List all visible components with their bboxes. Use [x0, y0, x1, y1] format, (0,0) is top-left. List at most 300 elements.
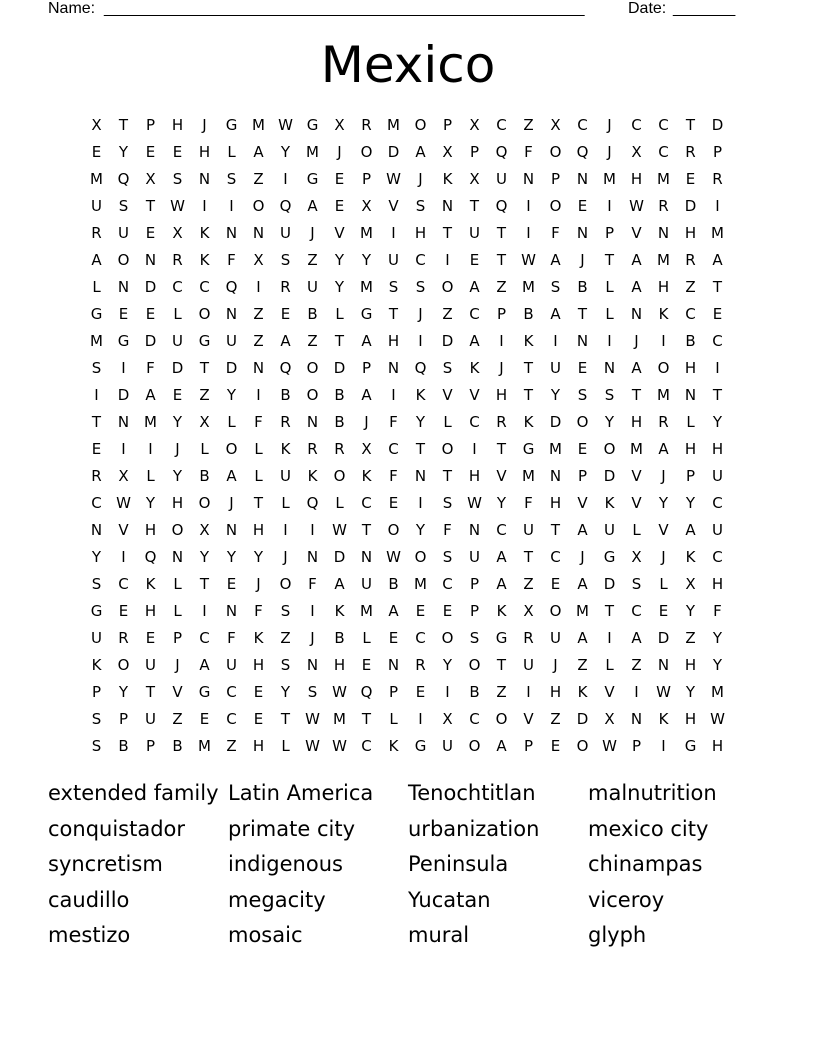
grid-letter[interactable]: W: [386, 548, 401, 566]
grid-letter[interactable]: J: [175, 440, 180, 458]
grid-letter[interactable]: J: [499, 359, 504, 377]
grid-letter[interactable]: L: [281, 737, 290, 755]
grid-letter[interactable]: C: [712, 494, 723, 512]
grid-letter[interactable]: U: [442, 737, 453, 755]
grid-letter[interactable]: I: [418, 710, 423, 728]
grid-letter[interactable]: E: [415, 602, 426, 620]
grid-letter[interactable]: G: [360, 305, 373, 323]
grid-letter[interactable]: M: [657, 251, 670, 269]
grid-letter[interactable]: R: [685, 251, 696, 269]
grid-letter[interactable]: I: [256, 278, 261, 296]
grid-letter[interactable]: S: [91, 359, 102, 377]
grid-letter[interactable]: V: [631, 224, 642, 242]
grid-letter[interactable]: J: [310, 224, 315, 242]
grid-letter[interactable]: H: [198, 143, 211, 161]
grid-letter[interactable]: F: [146, 359, 155, 377]
name-field-line[interactable]: ______________________________________________________: [104, 0, 585, 17]
grid-letter[interactable]: K: [658, 305, 669, 323]
grid-letter[interactable]: J: [310, 629, 315, 647]
grid-letter[interactable]: D: [684, 197, 697, 215]
grid-letter[interactable]: Z: [496, 683, 507, 701]
grid-letter[interactable]: K: [469, 359, 480, 377]
grid-letter[interactable]: H: [144, 602, 157, 620]
grid-letter[interactable]: Z: [280, 629, 291, 647]
grid-letter[interactable]: M: [630, 440, 643, 458]
grid-letter[interactable]: C: [658, 116, 669, 134]
grid-letter[interactable]: G: [90, 602, 103, 620]
grid-letter[interactable]: L: [227, 413, 236, 431]
grid-letter[interactable]: I: [94, 386, 99, 404]
grid-letter[interactable]: B: [469, 683, 480, 701]
grid-letter[interactable]: K: [91, 656, 102, 674]
grid-letter[interactable]: D: [603, 575, 616, 593]
grid-letter[interactable]: K: [334, 602, 345, 620]
grid-letter[interactable]: T: [145, 683, 156, 701]
grid-letter[interactable]: E: [685, 170, 696, 188]
grid-letter[interactable]: N: [630, 710, 643, 728]
grid-letter[interactable]: U: [91, 197, 102, 215]
grid-letter[interactable]: Q: [495, 197, 508, 215]
grid-letter[interactable]: J: [607, 116, 612, 134]
grid-letter[interactable]: M: [90, 332, 103, 350]
grid-letter[interactable]: J: [202, 116, 207, 134]
grid-letter[interactable]: S: [631, 575, 642, 593]
grid-letter[interactable]: C: [469, 413, 480, 431]
grid-letter[interactable]: M: [360, 602, 373, 620]
grid-letter[interactable]: T: [145, 197, 156, 215]
grid-letter[interactable]: T: [523, 386, 534, 404]
grid-letter[interactable]: N: [657, 224, 670, 242]
grid-letter[interactable]: N: [387, 359, 400, 377]
grid-letter[interactable]: S: [442, 359, 453, 377]
grid-letter[interactable]: E: [145, 224, 156, 242]
grid-letter[interactable]: J: [418, 305, 423, 323]
grid-letter[interactable]: I: [526, 197, 531, 215]
grid-letter[interactable]: M: [549, 440, 562, 458]
grid-letter[interactable]: Y: [361, 251, 372, 269]
grid-letter[interactable]: E: [253, 710, 264, 728]
grid-letter[interactable]: F: [524, 143, 533, 161]
grid-letter[interactable]: S: [91, 575, 102, 593]
grid-letter[interactable]: P: [361, 359, 372, 377]
grid-letter[interactable]: G: [603, 548, 616, 566]
grid-letter[interactable]: R: [415, 656, 426, 674]
grid-letter[interactable]: P: [523, 737, 534, 755]
grid-letter[interactable]: W: [467, 494, 482, 512]
grid-letter[interactable]: L: [254, 440, 263, 458]
grid-letter[interactable]: Y: [415, 521, 426, 539]
grid-letter[interactable]: J: [364, 413, 369, 431]
grid-letter[interactable]: L: [281, 494, 290, 512]
grid-letter[interactable]: Z: [442, 305, 453, 323]
grid-letter[interactable]: E: [388, 494, 399, 512]
grid-letter[interactable]: Z: [496, 278, 507, 296]
grid-letter[interactable]: R: [361, 116, 372, 134]
grid-letter[interactable]: K: [415, 386, 426, 404]
grid-letter[interactable]: T: [91, 413, 102, 431]
grid-letter[interactable]: L: [659, 575, 668, 593]
grid-letter[interactable]: P: [604, 224, 615, 242]
grid-letter[interactable]: L: [605, 278, 614, 296]
grid-letter[interactable]: Z: [685, 278, 696, 296]
grid-letter[interactable]: X: [631, 548, 642, 566]
grid-letter[interactable]: Y: [685, 602, 696, 620]
grid-letter[interactable]: U: [523, 521, 534, 539]
grid-letter[interactable]: P: [469, 143, 480, 161]
grid-letter[interactable]: N: [522, 170, 535, 188]
grid-letter[interactable]: E: [199, 710, 210, 728]
grid-letter[interactable]: I: [634, 683, 639, 701]
grid-letter[interactable]: F: [227, 251, 236, 269]
grid-letter[interactable]: S: [118, 197, 129, 215]
grid-letter[interactable]: N: [306, 548, 319, 566]
grid-letter[interactable]: M: [90, 170, 103, 188]
grid-letter[interactable]: K: [658, 710, 669, 728]
grid-letter[interactable]: D: [657, 629, 670, 647]
grid-letter[interactable]: F: [389, 467, 398, 485]
grid-letter[interactable]: U: [226, 656, 237, 674]
grid-letter[interactable]: Y: [280, 683, 291, 701]
grid-letter[interactable]: L: [335, 305, 344, 323]
grid-letter[interactable]: C: [550, 548, 561, 566]
grid-letter[interactable]: D: [171, 359, 184, 377]
grid-letter[interactable]: B: [577, 278, 588, 296]
grid-letter[interactable]: W: [305, 737, 320, 755]
grid-letter[interactable]: A: [631, 629, 642, 647]
grid-letter[interactable]: T: [469, 197, 480, 215]
grid-letter[interactable]: O: [171, 521, 184, 539]
grid-letter[interactable]: T: [496, 224, 507, 242]
grid-letter[interactable]: Z: [253, 332, 264, 350]
grid-letter[interactable]: A: [712, 251, 723, 269]
grid-letter[interactable]: I: [607, 332, 612, 350]
grid-letter[interactable]: X: [685, 575, 696, 593]
grid-letter[interactable]: L: [200, 440, 209, 458]
grid-letter[interactable]: B: [307, 305, 318, 323]
grid-letter[interactable]: U: [280, 224, 291, 242]
grid-letter[interactable]: E: [145, 629, 156, 647]
grid-letter[interactable]: H: [252, 656, 265, 674]
grid-letter[interactable]: C: [361, 494, 372, 512]
grid-letter[interactable]: P: [469, 602, 480, 620]
grid-letter[interactable]: S: [91, 737, 102, 755]
grid-letter[interactable]: K: [199, 224, 210, 242]
grid-letter[interactable]: Q: [144, 548, 157, 566]
grid-letter[interactable]: N: [306, 413, 319, 431]
grid-letter[interactable]: H: [630, 170, 643, 188]
grid-letter[interactable]: O: [225, 440, 238, 458]
grid-letter[interactable]: S: [442, 494, 453, 512]
grid-letter[interactable]: A: [469, 332, 480, 350]
grid-letter[interactable]: S: [172, 170, 183, 188]
grid-letter[interactable]: N: [117, 278, 130, 296]
grid-letter[interactable]: L: [389, 710, 398, 728]
grid-letter[interactable]: U: [712, 467, 723, 485]
grid-letter[interactable]: A: [577, 575, 588, 593]
grid-letter[interactable]: F: [524, 494, 533, 512]
grid-letter[interactable]: P: [145, 737, 156, 755]
grid-letter[interactable]: U: [145, 710, 156, 728]
grid-letter[interactable]: C: [361, 737, 372, 755]
grid-letter[interactable]: K: [388, 737, 399, 755]
grid-letter[interactable]: M: [333, 710, 346, 728]
grid-letter[interactable]: H: [252, 521, 265, 539]
grid-letter[interactable]: I: [445, 251, 450, 269]
grid-letter[interactable]: Y: [685, 683, 696, 701]
grid-letter[interactable]: T: [442, 467, 453, 485]
grid-letter[interactable]: C: [658, 143, 669, 161]
grid-letter[interactable]: U: [226, 332, 237, 350]
grid-letter[interactable]: L: [362, 629, 371, 647]
grid-letter[interactable]: P: [550, 170, 561, 188]
grid-letter[interactable]: F: [254, 602, 263, 620]
grid-letter[interactable]: T: [496, 251, 507, 269]
grid-letter[interactable]: E: [118, 602, 129, 620]
grid-letter[interactable]: U: [712, 521, 723, 539]
grid-letter[interactable]: J: [175, 656, 180, 674]
grid-letter[interactable]: Z: [307, 332, 318, 350]
grid-letter[interactable]: M: [657, 386, 670, 404]
grid-letter[interactable]: Q: [306, 494, 319, 512]
grid-letter[interactable]: P: [631, 737, 642, 755]
grid-letter[interactable]: H: [171, 116, 184, 134]
grid-letter[interactable]: R: [91, 467, 102, 485]
grid-letter[interactable]: X: [361, 440, 372, 458]
grid-letter[interactable]: E: [415, 683, 426, 701]
grid-letter[interactable]: J: [229, 494, 234, 512]
grid-letter[interactable]: L: [686, 413, 695, 431]
grid-letter[interactable]: G: [198, 332, 211, 350]
grid-letter[interactable]: A: [388, 602, 399, 620]
grid-letter[interactable]: U: [496, 170, 507, 188]
grid-letter[interactable]: H: [144, 521, 157, 539]
grid-letter[interactable]: L: [173, 305, 182, 323]
grid-letter[interactable]: M: [576, 602, 589, 620]
grid-letter[interactable]: L: [632, 521, 641, 539]
grid-letter[interactable]: H: [468, 467, 481, 485]
grid-letter[interactable]: E: [91, 143, 102, 161]
grid-letter[interactable]: K: [199, 251, 210, 269]
grid-letter[interactable]: V: [388, 197, 399, 215]
grid-letter[interactable]: R: [307, 440, 318, 458]
grid-letter[interactable]: V: [523, 710, 534, 728]
grid-letter[interactable]: Y: [226, 386, 237, 404]
grid-letter[interactable]: I: [391, 386, 396, 404]
grid-letter[interactable]: S: [469, 629, 480, 647]
grid-letter[interactable]: O: [603, 440, 616, 458]
grid-letter[interactable]: G: [522, 440, 535, 458]
grid-letter[interactable]: B: [685, 332, 696, 350]
grid-letter[interactable]: T: [523, 548, 534, 566]
grid-letter[interactable]: C: [172, 278, 183, 296]
grid-letter[interactable]: M: [252, 116, 265, 134]
grid-letter[interactable]: Z: [523, 575, 534, 593]
grid-letter[interactable]: O: [360, 143, 373, 161]
grid-letter[interactable]: R: [658, 197, 669, 215]
grid-letter[interactable]: I: [418, 332, 423, 350]
grid-letter[interactable]: N: [657, 656, 670, 674]
grid-letter[interactable]: J: [580, 548, 585, 566]
grid-letter[interactable]: S: [415, 197, 426, 215]
grid-letter[interactable]: S: [280, 602, 291, 620]
grid-letter[interactable]: Z: [523, 116, 534, 134]
grid-letter[interactable]: M: [603, 170, 616, 188]
grid-letter[interactable]: C: [118, 575, 129, 593]
grid-letter[interactable]: Y: [712, 656, 723, 674]
grid-letter[interactable]: D: [549, 413, 562, 431]
grid-letter[interactable]: X: [199, 521, 210, 539]
grid-letter[interactable]: D: [117, 386, 130, 404]
grid-letter[interactable]: A: [145, 386, 156, 404]
grid-letter[interactable]: X: [118, 467, 129, 485]
grid-letter[interactable]: W: [602, 737, 617, 755]
grid-letter[interactable]: Z: [226, 737, 237, 755]
grid-letter[interactable]: H: [711, 575, 724, 593]
grid-letter[interactable]: E: [280, 305, 291, 323]
grid-letter[interactable]: F: [308, 575, 317, 593]
grid-letter[interactable]: A: [91, 251, 102, 269]
grid-letter[interactable]: O: [576, 737, 589, 755]
grid-letter[interactable]: Q: [279, 359, 292, 377]
grid-letter[interactable]: I: [202, 602, 207, 620]
grid-letter[interactable]: P: [172, 629, 183, 647]
grid-letter[interactable]: A: [496, 548, 507, 566]
grid-letter[interactable]: N: [576, 224, 589, 242]
grid-letter[interactable]: I: [121, 548, 126, 566]
grid-letter[interactable]: Q: [414, 359, 427, 377]
grid-letter[interactable]: M: [522, 467, 535, 485]
grid-letter[interactable]: Z: [631, 656, 642, 674]
grid-letter[interactable]: I: [661, 332, 666, 350]
grid-letter[interactable]: N: [252, 359, 265, 377]
grid-letter[interactable]: Y: [280, 143, 291, 161]
grid-letter[interactable]: Q: [495, 143, 508, 161]
grid-letter[interactable]: I: [229, 197, 234, 215]
grid-letter[interactable]: N: [630, 305, 643, 323]
grid-letter[interactable]: X: [91, 116, 102, 134]
grid-letter[interactable]: G: [90, 305, 103, 323]
grid-letter[interactable]: Q: [360, 683, 373, 701]
grid-letter[interactable]: V: [118, 521, 129, 539]
grid-letter[interactable]: R: [658, 413, 669, 431]
grid-letter[interactable]: U: [469, 548, 480, 566]
grid-letter[interactable]: H: [684, 440, 697, 458]
grid-letter[interactable]: V: [496, 467, 507, 485]
grid-letter[interactable]: H: [387, 332, 400, 350]
grid-letter[interactable]: J: [607, 143, 612, 161]
grid-letter[interactable]: E: [226, 575, 237, 593]
grid-letter[interactable]: N: [576, 332, 589, 350]
grid-letter[interactable]: T: [361, 710, 372, 728]
grid-letter[interactable]: T: [604, 602, 615, 620]
grid-letter[interactable]: M: [360, 224, 373, 242]
grid-letter[interactable]: B: [523, 305, 534, 323]
grid-letter[interactable]: T: [334, 332, 345, 350]
grid-letter[interactable]: X: [442, 143, 453, 161]
grid-letter[interactable]: M: [522, 278, 535, 296]
grid-letter[interactable]: I: [283, 170, 288, 188]
grid-letter[interactable]: R: [280, 413, 291, 431]
grid-letter[interactable]: O: [441, 629, 454, 647]
grid-letter[interactable]: I: [526, 224, 531, 242]
grid-letter[interactable]: M: [387, 116, 400, 134]
grid-letter[interactable]: U: [388, 251, 399, 269]
grid-letter[interactable]: M: [657, 170, 670, 188]
grid-letter[interactable]: W: [116, 494, 131, 512]
grid-letter[interactable]: Z: [172, 710, 183, 728]
grid-letter[interactable]: Y: [145, 494, 156, 512]
grid-letter[interactable]: Y: [415, 413, 426, 431]
grid-letter[interactable]: D: [387, 143, 400, 161]
grid-letter[interactable]: Y: [253, 548, 264, 566]
grid-letter[interactable]: K: [280, 440, 291, 458]
grid-letter[interactable]: R: [496, 413, 507, 431]
grid-letter[interactable]: X: [523, 602, 534, 620]
grid-letter[interactable]: G: [414, 737, 427, 755]
grid-letter[interactable]: H: [711, 737, 724, 755]
grid-letter[interactable]: N: [225, 305, 238, 323]
grid-letter[interactable]: C: [469, 305, 480, 323]
grid-letter[interactable]: I: [607, 197, 612, 215]
grid-letter[interactable]: I: [526, 683, 531, 701]
grid-letter[interactable]: V: [334, 224, 345, 242]
grid-letter[interactable]: L: [335, 494, 344, 512]
grid-letter[interactable]: S: [577, 386, 588, 404]
grid-letter[interactable]: M: [711, 683, 724, 701]
grid-letter[interactable]: U: [91, 629, 102, 647]
grid-letter[interactable]: H: [711, 440, 724, 458]
grid-letter[interactable]: E: [145, 305, 156, 323]
grid-letter[interactable]: J: [661, 548, 666, 566]
grid-letter[interactable]: Z: [685, 629, 696, 647]
grid-letter[interactable]: B: [334, 413, 345, 431]
grid-letter[interactable]: J: [661, 467, 666, 485]
grid-letter[interactable]: H: [684, 224, 697, 242]
grid-letter[interactable]: Y: [442, 656, 453, 674]
grid-letter[interactable]: E: [118, 305, 129, 323]
grid-letter[interactable]: T: [361, 521, 372, 539]
grid-letter[interactable]: M: [306, 143, 319, 161]
grid-letter[interactable]: T: [388, 305, 399, 323]
grid-letter[interactable]: E: [361, 656, 372, 674]
grid-letter[interactable]: I: [148, 440, 153, 458]
grid-letter[interactable]: T: [280, 710, 291, 728]
grid-letter[interactable]: L: [443, 413, 452, 431]
grid-letter[interactable]: A: [253, 143, 264, 161]
grid-letter[interactable]: Z: [307, 251, 318, 269]
grid-letter[interactable]: V: [658, 521, 669, 539]
grid-letter[interactable]: O: [198, 494, 211, 512]
grid-letter[interactable]: P: [496, 305, 507, 323]
grid-letter[interactable]: E: [550, 575, 561, 593]
grid-letter[interactable]: L: [146, 467, 155, 485]
grid-letter[interactable]: X: [145, 170, 156, 188]
grid-letter[interactable]: O: [387, 521, 400, 539]
grid-letter[interactable]: Y: [550, 386, 561, 404]
grid-letter[interactable]: M: [414, 575, 427, 593]
grid-letter[interactable]: B: [334, 386, 345, 404]
grid-letter[interactable]: U: [145, 656, 156, 674]
grid-letter[interactable]: T: [550, 521, 561, 539]
grid-letter[interactable]: O: [549, 143, 562, 161]
grid-letter[interactable]: I: [661, 737, 666, 755]
grid-letter[interactable]: H: [684, 656, 697, 674]
grid-letter[interactable]: U: [550, 359, 561, 377]
grid-letter[interactable]: P: [361, 170, 372, 188]
grid-letter[interactable]: K: [361, 467, 372, 485]
grid-letter[interactable]: U: [523, 656, 534, 674]
grid-letter[interactable]: G: [306, 170, 319, 188]
